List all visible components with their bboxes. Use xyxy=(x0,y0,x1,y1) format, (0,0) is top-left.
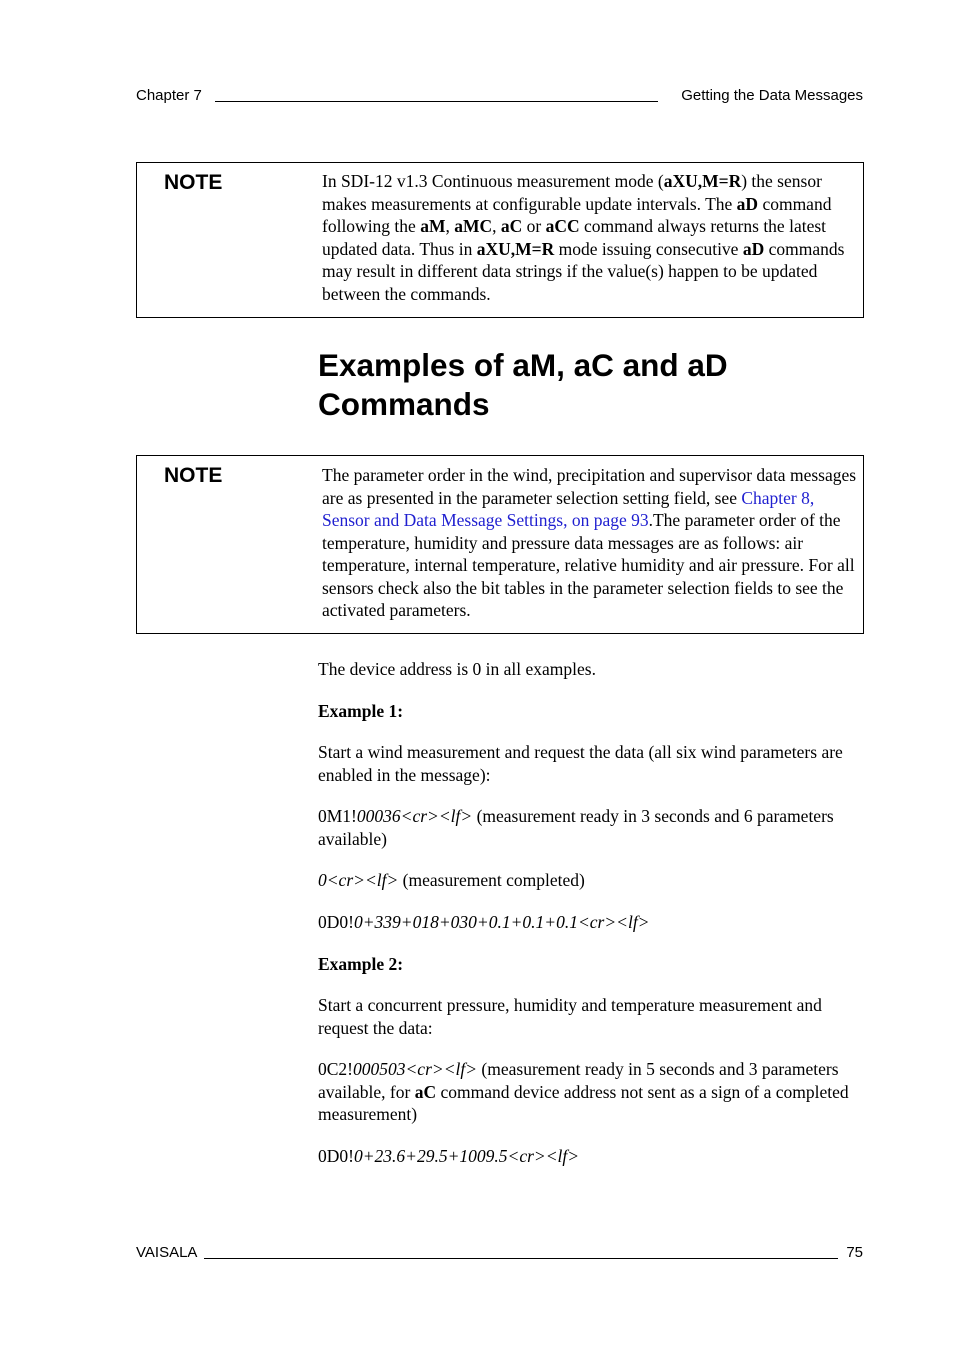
note-box xyxy=(136,162,864,318)
example-1-title: Example 1: xyxy=(318,701,404,721)
running-footer xyxy=(136,1243,863,1263)
note-text: The parameter order in the wind, precipitation and supervisor data messages are as presented in the parameter selection setting field, see Chapter 8, Sensor and Data Message Settings, on page 93.The parameter order of the temperature, humidity and pressure data messages are as follows: air temperature, internal temperature, relative humidity and air pressure. For all sensors check also the bit tables in the parameter selection fields to see the activated parameters. xyxy=(322,465,857,620)
note-label: NOTE xyxy=(164,464,223,487)
intro-paragraph: The device address is 0 in all examples. xyxy=(318,659,596,679)
page-number: 75 xyxy=(846,1244,863,1261)
chapter-label: Chapter 7 xyxy=(136,87,202,104)
example-1-step-3: 0D0!0+339+018+030+0.1+0.1+0.1<cr><lf> xyxy=(318,912,650,932)
section-title: Getting the Data Messages xyxy=(681,87,863,104)
running-header xyxy=(136,86,863,106)
chapter-8-link[interactable]: Chapter 8, Sensor and Data Message Settings, on page 93 xyxy=(322,487,815,530)
example-2-description: Start a concurrent pressure, humidity and temperature measurement and request the data: xyxy=(318,995,822,1038)
section-heading: Examples of aM, aC and aD Commands xyxy=(318,347,728,422)
example-2-step-2: 0D0!0+23.6+29.5+1009.5<cr><lf> xyxy=(318,1146,580,1166)
header-rule xyxy=(215,101,658,102)
note-label: NOTE xyxy=(164,171,223,194)
footer-rule xyxy=(204,1258,838,1259)
note-text: In SDI-12 v1.3 Continuous measurement mode (aXU,M=R) the sensor makes measurements at configurable update intervals. The aD command following the aM, aMC, aC or aCC command always returns the latest updated data. Thus in aXU,M=R mode issuing consecutive aD commands may result in different data strings if the value(s) happen to be updated between the commands. xyxy=(322,171,845,304)
note-box xyxy=(136,455,864,634)
example-1-step-1: 0M1!00036<cr><lf> (measurement ready in 3 seconds and 6 parameters available) xyxy=(318,806,834,849)
example-2-title: Example 2: xyxy=(318,954,404,974)
example-1-step-2: 0<cr><lf> (measurement completed) xyxy=(318,870,585,890)
brand-label: VAISALA xyxy=(136,1244,198,1261)
example-1-description: Start a wind measurement and request the data (all six wind parameters are enabled in the message): xyxy=(318,742,843,785)
example-2-step-1: 0C2!000503<cr><lf> (measurement ready in 5 seconds and 3 parameters available, for aC command device address not sent as a sign of a completed measurement) xyxy=(318,1059,849,1124)
